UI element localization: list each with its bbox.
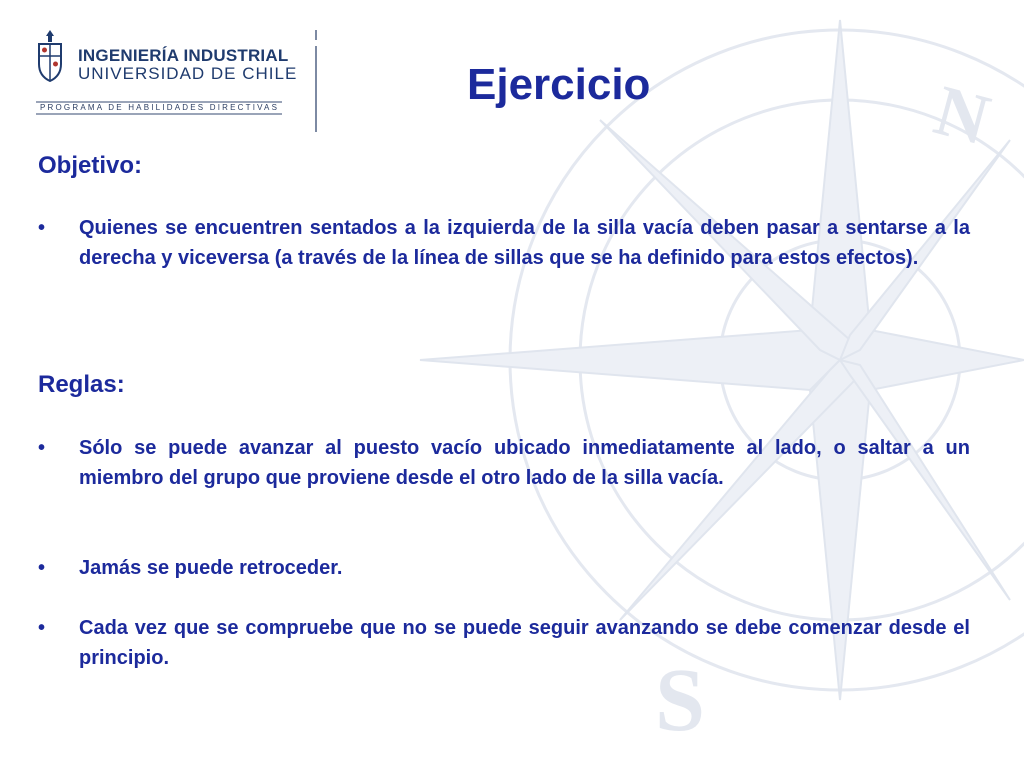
objetivo-heading: Objetivo:	[38, 152, 143, 179]
header-divider	[315, 30, 317, 40]
logo-subtitle: UNIVERSIDAD DE CHILE	[78, 64, 298, 83]
bullet-text: Jamás se puede retroceder.	[79, 557, 343, 579]
bullet-text: Cada vez que se compruebe que no se puede seguir avanzando se debe comenzar desde el principio.	[79, 617, 970, 669]
list-item	[38, 433, 970, 493]
program-label: PROGRAMA DE HABILIDADES DIRECTIVAS	[40, 103, 280, 112]
bullet-text: Sólo se puede avanzar al puesto vacío ubicado inmediatamente al lado, o saltar a un miembro del grupo que proviene desde el otro lado de la silla vacía.	[79, 437, 970, 489]
header-divider	[315, 46, 317, 132]
list-item	[38, 213, 970, 273]
bullet-icon: •	[38, 217, 46, 239]
list-item	[38, 613, 970, 673]
university-shield-icon	[36, 30, 64, 82]
svg-text:S: S	[655, 651, 706, 750]
svg-text:N: N	[926, 69, 998, 161]
bullet-icon: •	[38, 437, 46, 459]
logo-title: INGENIERÍA INDUSTRIAL	[78, 46, 289, 65]
bullet-text: Quienes se encuentren sentados a la izquierda de la silla vacía deben pasar a sentarse a la derecha y viceversa (a través de la línea de sillas que se ha definido para estos efectos).	[79, 217, 970, 269]
list-item	[38, 553, 970, 583]
bullet-icon: •	[38, 557, 46, 579]
bullet-icon: •	[38, 617, 46, 639]
slide-title: Ejercicio	[467, 60, 651, 109]
reglas-heading: Reglas:	[38, 371, 125, 398]
